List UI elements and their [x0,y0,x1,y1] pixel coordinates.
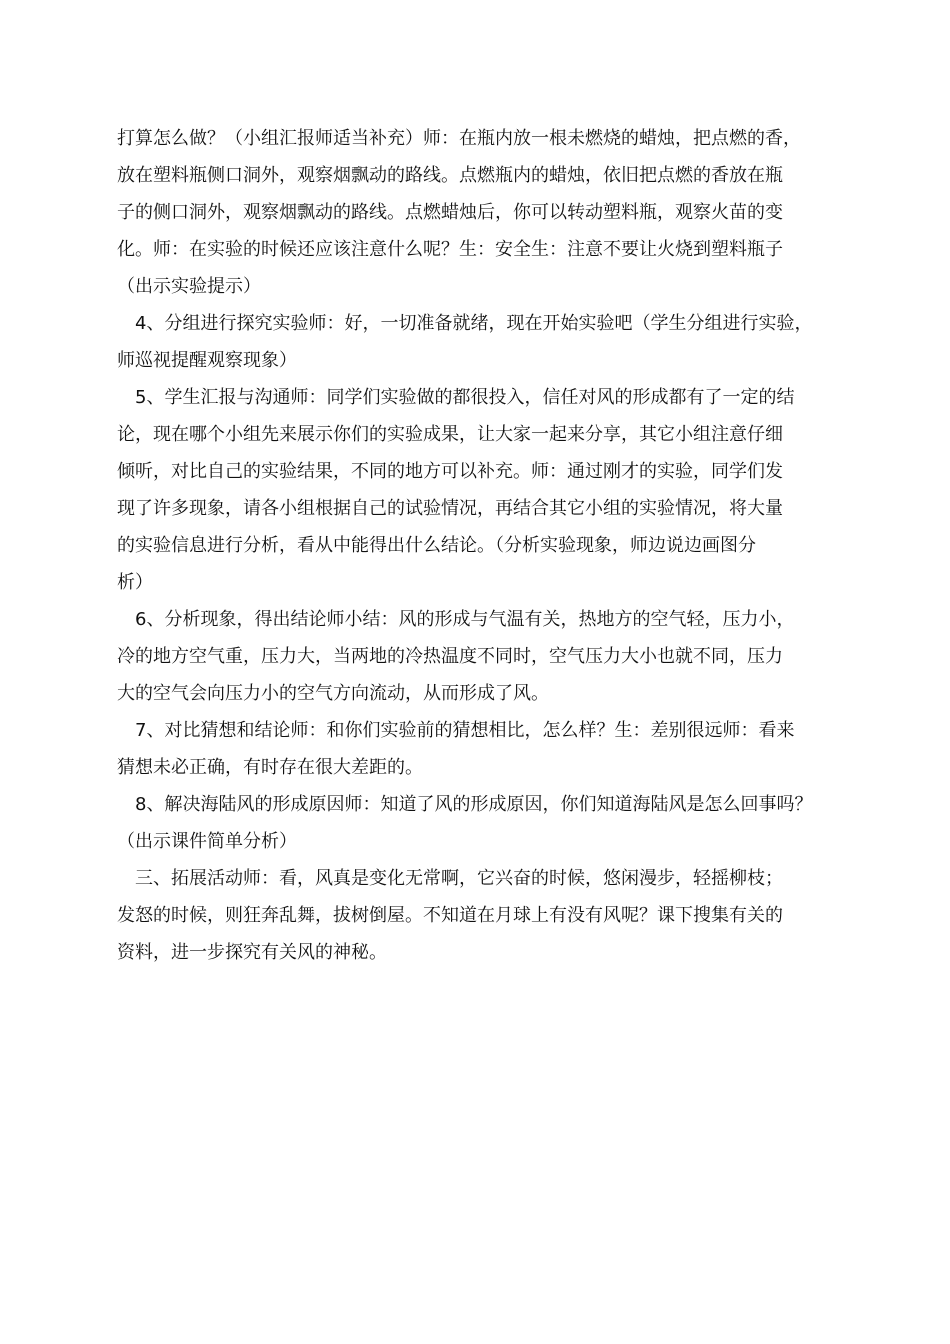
step-4-heading-line: 4、分组进行探究实验师：好，一切准备就绪，现在开始实验吧（学生分组进行实验， [135,313,813,334]
text-line: 化。师：在实验的时候还应该注意什么呢？生：安全生：注意不要让火烧到塑料瓶子 [117,239,783,260]
step-8-heading-line: 8、解决海陆风的形成原因师：知道了风的形成原因，你们知道海陆风是怎么回事吗？ [135,794,813,815]
document-body [117,120,847,971]
text-line: 放在塑料瓶侧口洞外，观察烟飘动的路线。点燃瓶内的蜡烛，依旧把点燃的香放在瓶 [117,165,783,186]
text-line: 师巡视提醒观察现象） [117,350,297,371]
text-line: 猜想未必正确，有时存在很大差距的。 [117,757,423,778]
text-line: （出示实验提示） [117,276,261,297]
text-line: 打算怎么做？（小组汇报师适当补充）师：在瓶内放一根未燃烧的蜡烛，把点燃的香， [117,128,801,149]
step-7-heading-line: 7、对比猜想和结论师：和你们实验前的猜想相比，怎么样？生：差别很远师：看来 [135,720,795,741]
text-line: 冷的地方空气重，压力大，当两地的冷热温度不同时，空气压力大小也就不同，压力 [117,646,783,667]
text-line: 大的空气会向压力小的空气方向流动，从而形成了风。 [117,683,549,704]
step-5-heading-line: 5、学生汇报与沟通师：同学们实验做的都很投入，信任对风的形成都有了一定的结 [135,387,795,408]
text-line: 论，现在哪个小组先来展示你们的实验成果，让大家一起来分享，其它小组注意仔细 [117,424,783,445]
text-line: 发怒的时候，则狂奔乱舞，拔树倒屋。不知道在月球上有没有风呢？课下搜集有关的 [117,905,783,926]
text-line: 现了许多现象，请各小组根据自己的试验情况，再结合其它小组的实验情况，将大量 [117,498,783,519]
text-line: 的实验信息进行分析，看从中能得出什么结论。（分析实验现象，师边说边画图分 [117,535,756,556]
text-line: 资料，进一步探究有关风的神秘。 [117,942,387,963]
text-line: （出示课件简单分析） [117,831,297,852]
text-line: 倾听，对比自己的实验结果，不同的地方可以补充。师：通过刚才的实验，同学们发 [117,461,783,482]
text-line: 析） [117,572,153,593]
text-line: 子的侧口洞外，观察烟飘动的路线。点燃蜡烛后，你可以转动塑料瓶，观察火苗的变 [117,202,783,223]
section-3-heading-line: 三、拓展活动师：看，风真是变化无常啊，它兴奋的时候，悠闲漫步，轻摇柳枝； [135,868,783,889]
step-6-heading-line: 6、分析现象，得出结论师小结：风的形成与气温有关，热地方的空气轻，压力小， [135,609,795,630]
